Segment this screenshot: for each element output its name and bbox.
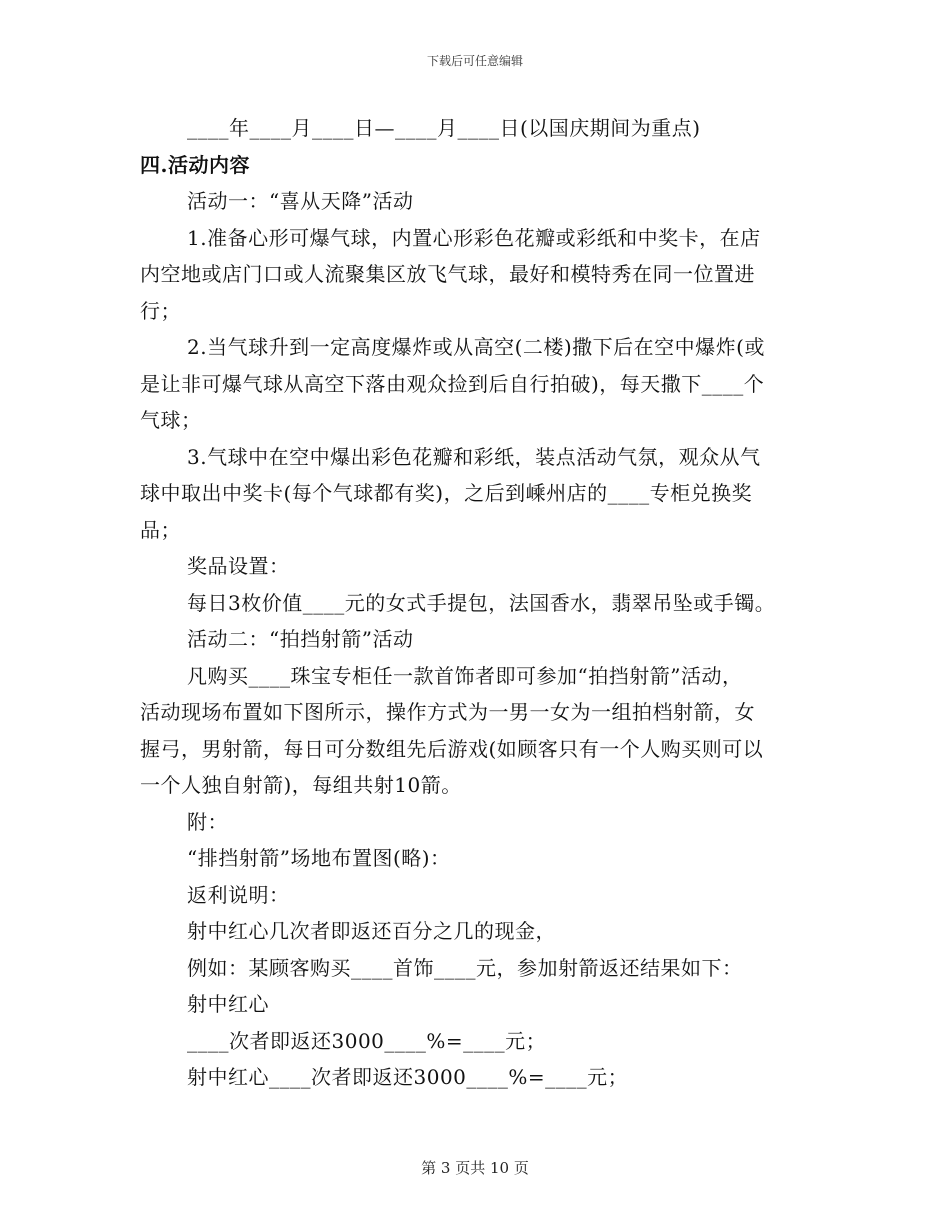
prize-settings-label: 奖品设置： [187,554,290,578]
paragraph-line: 每日3枚价值____元的女式手提包，法国香水，翡翠吊坠或手镯。 [187,590,776,615]
paragraph-line: 气球； [140,408,202,432]
page-footer: 第 3 页共 10 页 [421,1159,529,1177]
page-header: 下载后可任意编辑 [426,54,523,68]
paragraph-line: 射中红心____次者即返还3000____%=____元； [187,1065,629,1089]
paragraph-line: 内空地或店门口或人流聚集区放飞气球，最好和模特秀在同一位置进 [140,262,755,286]
appendix-label: 附： [187,809,228,834]
paragraph-line: 射中红心几次者即返还百分之几的现金， [187,919,556,943]
activity-two-title: 活动二：“拍挡射箭”活动 [187,627,414,651]
paragraph-line: 1.准备心形可爆气球，内置心形彩色花瓣或彩纸和中奖卡，在店 [187,225,761,250]
paragraph-line: 品； [140,517,181,542]
activity-one-title: 活动一：“喜从天降”活动 [187,189,414,213]
paragraph-line: 射中红心 [187,992,269,1016]
section-heading: 四.活动内容 [140,152,250,177]
paragraph-line: 是让非可爆气球从高空下落由观众捡到后自行拍破)，每天撒下____个 [140,371,765,396]
paragraph-line: “排挡射箭”场地布置图(略)： [187,846,451,870]
paragraph-line: 2.当气球升到一定高度爆炸或从高空(二楼)撒下后在空中爆炸(或 [187,335,765,359]
document-body [140,110,810,1096]
paragraph-line: 活动现场布置如下图所示，操作方式为一男一女为一组拍档射箭，女 [140,700,755,724]
paragraph-line: 球中取出中奖卡(每个气球都有奖)，之后到嵊州店的____专柜兑换奖 [140,481,753,505]
paragraph-line: 例如：某顾客购买____首饰____元，参加射箭返还结果如下： [187,955,743,980]
paragraph-line: 行； [140,298,181,323]
paragraph-line: 握弓，男射箭，每日可分数组先后游戏(如顾客只有一个人购买则可以 [140,736,764,761]
rebate-label: 返利说明： [187,882,290,907]
paragraph-line: 凡购买____珠宝专柜任一款首饰者即可参加“拍挡射箭”活动， [187,663,743,688]
paragraph-line: ____次者即返还3000____%=____元； [187,1028,547,1053]
date-range-line: ____年____月____日—____月____日(以国庆期间为重点) [187,116,701,140]
paragraph-line: 3.气球中在空中爆出彩色花瓣和彩纸，装点活动气氛，观众从气 [187,444,761,469]
paragraph-line: 一个人独自射箭)，每组共射10箭。 [140,773,462,797]
